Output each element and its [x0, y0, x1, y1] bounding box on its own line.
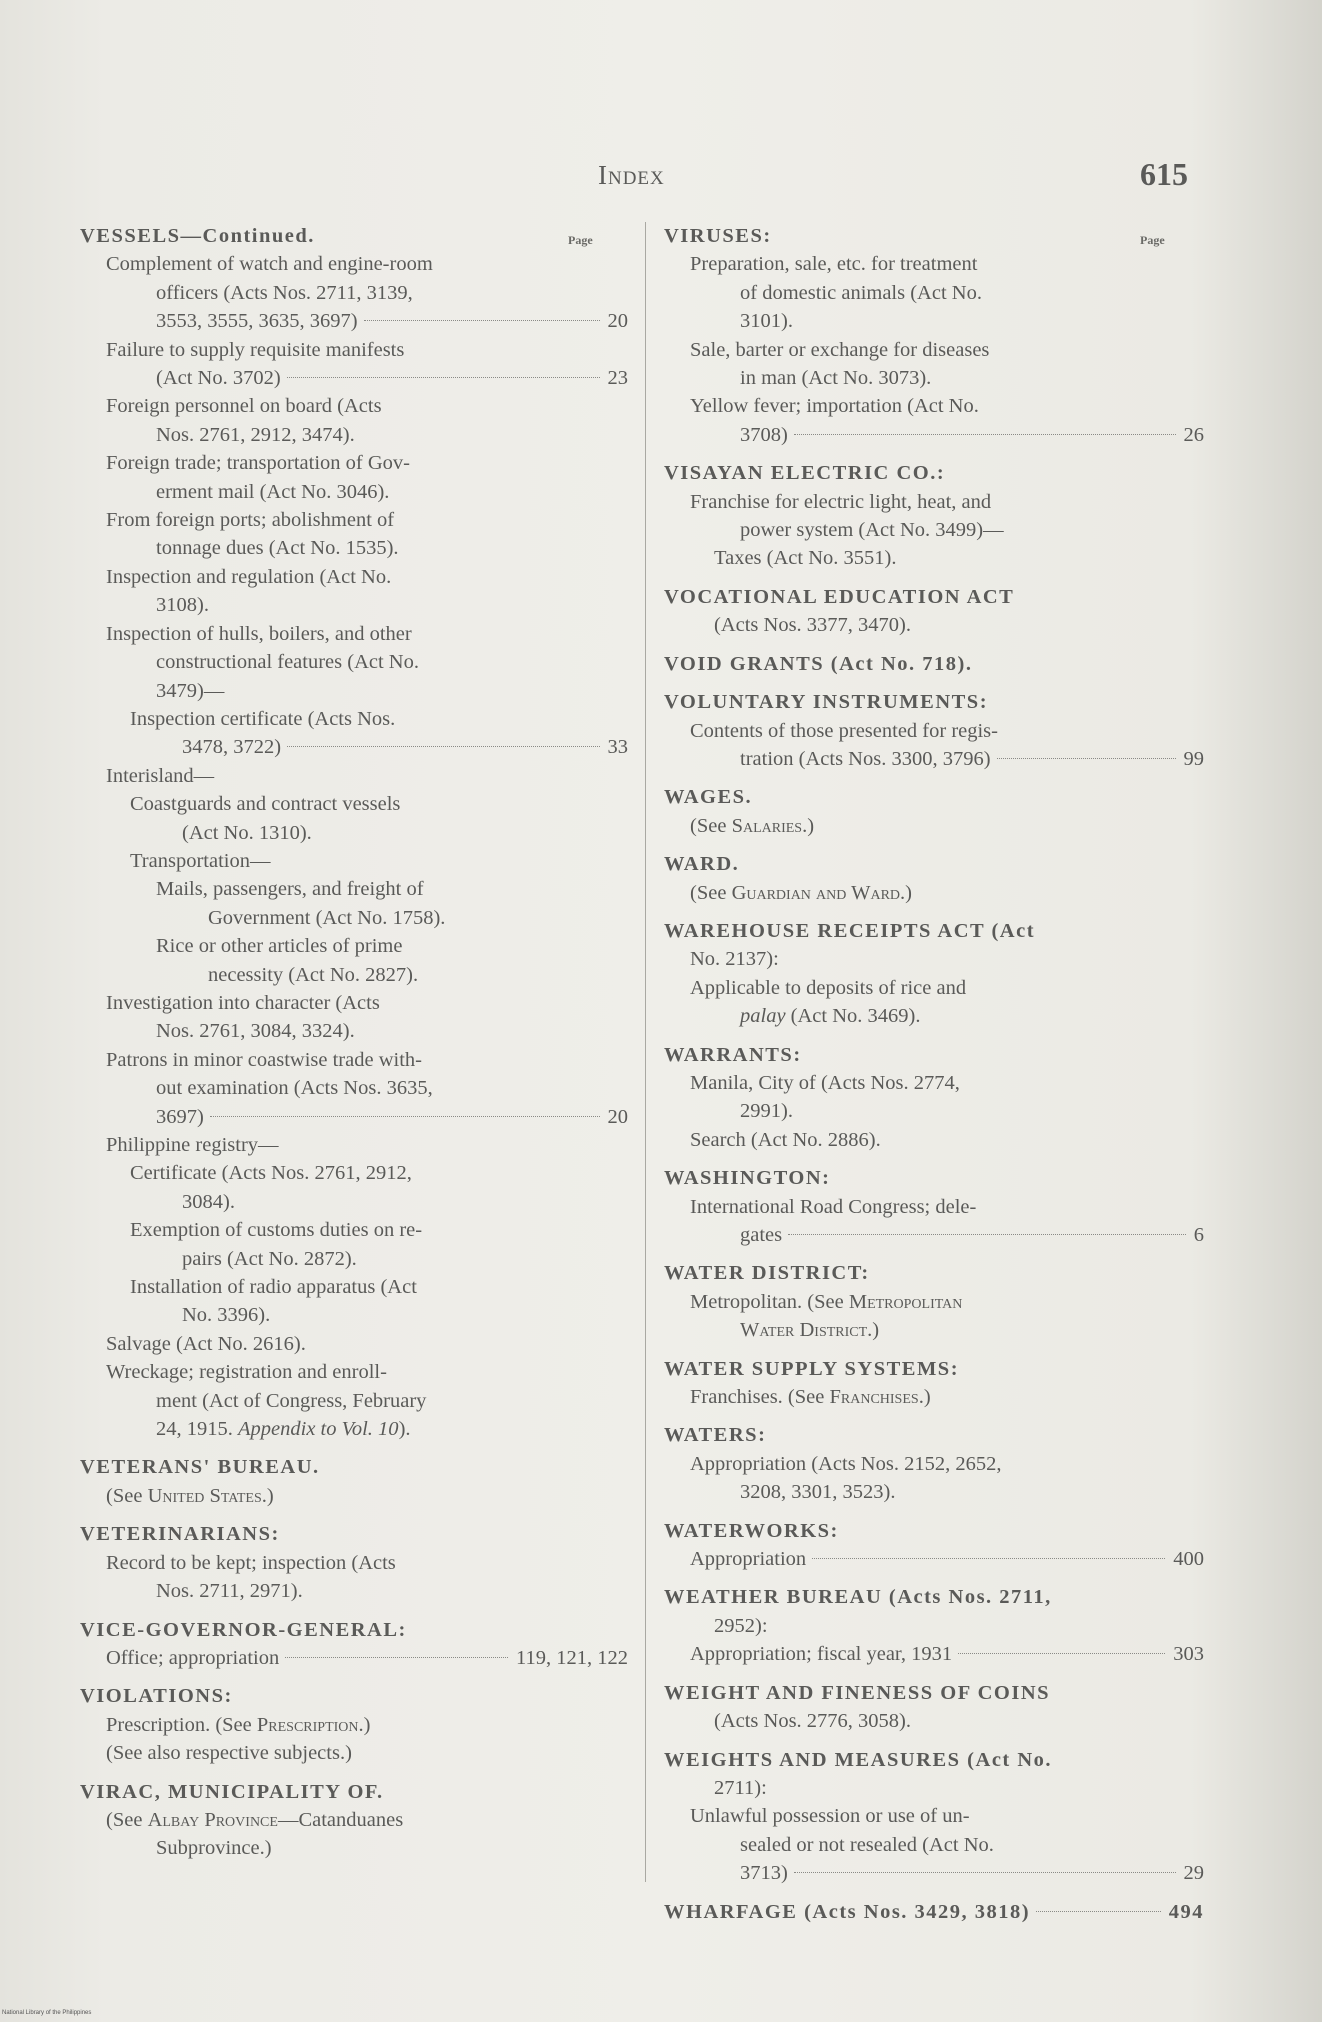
index-entry-line — [80, 762, 628, 790]
entry-text: Franchise for electric light, heat, and — [690, 490, 992, 513]
entry-text: power system (Act No. 3499)— — [740, 519, 1004, 542]
entry-text: Prescription. (See — [106, 1713, 257, 1736]
page-reference: 6 — [1193, 1224, 1204, 1246]
index-entry-line — [80, 904, 628, 932]
entry-text: Nos. 2761, 2912, 3474). — [156, 423, 355, 446]
index-entry-line — [80, 1834, 628, 1862]
index-entry-line — [80, 307, 628, 335]
index-entry-line — [80, 449, 628, 477]
entry-text: Contents of those presented for regis- — [690, 719, 998, 742]
entry-text: necessity (Act No. 2827). — [208, 963, 419, 986]
entry-text: (Act No. 1310). — [182, 821, 312, 844]
entry-text-tail: —Catanduanes — [277, 1808, 404, 1831]
entry-text: WEATHER BUREAU (Acts Nos. 2711, — [664, 1586, 1052, 1609]
entry-text: Unlawful possession or use of un- — [690, 1805, 970, 1828]
index-entry-line — [80, 875, 628, 903]
index-entry-line — [664, 1069, 1204, 1097]
index-column-left — [80, 222, 628, 1863]
entry-text-tail: .) — [802, 814, 815, 837]
entry-text: 3208, 3301, 3523). — [740, 1481, 896, 1504]
index-entry-line — [80, 364, 628, 392]
entry-text: Preparation, sale, etc. for treatment — [690, 253, 978, 276]
leader-dots — [285, 1657, 508, 1658]
entry-text: out examination (Acts Nos. 3635, — [156, 1077, 433, 1100]
index-entry-line — [664, 1831, 1204, 1859]
index-entry-line — [80, 250, 628, 278]
leader-dots — [364, 320, 600, 321]
index-entry-line — [80, 1273, 628, 1301]
page-column-label: Page — [1140, 233, 1165, 247]
entry-text: Transportation— — [130, 849, 271, 872]
entry-text: Complement of watch and engine-room — [106, 253, 433, 276]
entry-text: Foreign personnel on board (Acts — [106, 395, 382, 418]
index-entry-line — [80, 1159, 628, 1187]
cross-reference: Salaries — [731, 814, 803, 837]
entry-text: 3478, 3722) — [182, 736, 282, 759]
index-entry-line — [664, 745, 1204, 773]
index-heading — [80, 1778, 628, 1806]
index-heading — [80, 1682, 628, 1710]
entry-text: VETERANS' BUREAU. — [80, 1456, 320, 1479]
index-entry-line — [80, 336, 628, 364]
index-entry-line — [664, 1383, 1204, 1411]
entry-text: VIRUSES: — [664, 225, 772, 247]
index-entry-line — [80, 534, 628, 562]
index-entry-line — [80, 1387, 628, 1415]
index-entry-line — [80, 1711, 628, 1739]
entry-text: pairs (Act No. 2872). — [182, 1247, 357, 1270]
index-heading — [664, 917, 1204, 945]
entry-text: Mails, passengers, and freight of — [156, 878, 424, 901]
entry-text: of domestic animals (Act No. — [740, 281, 982, 304]
index-entry-line — [664, 879, 1204, 907]
column-divider — [645, 222, 646, 1882]
index-entry-line — [80, 1330, 628, 1358]
index-entry-line — [664, 1288, 1204, 1316]
entry-text-tail: .) — [900, 881, 912, 904]
index-entry-line — [664, 1802, 1204, 1830]
entry-text: WARD. — [664, 853, 740, 876]
leader-dots — [794, 434, 1176, 435]
index-entry-line — [80, 1074, 628, 1102]
index-entry-line — [80, 790, 628, 818]
index-heading — [664, 688, 1204, 716]
index-entry-line — [80, 1644, 628, 1672]
index-heading — [664, 1259, 1204, 1287]
index-heading — [664, 1746, 1204, 1774]
index-entry-line — [80, 677, 628, 705]
entry-text: Wreckage; registration and enroll- — [106, 1361, 387, 1384]
entry-text: VETERINARIANS: — [80, 1523, 280, 1546]
index-entry-line — [80, 847, 628, 875]
index-heading — [664, 1355, 1204, 1383]
entry-text: 24, 1915. — [156, 1418, 238, 1441]
index-entry-line — [80, 478, 628, 506]
index-entry-line — [664, 1707, 1204, 1735]
entry-text: No. 3396). — [182, 1304, 271, 1327]
index-heading — [664, 1164, 1204, 1192]
index-entry-line — [664, 611, 1204, 639]
cross-reference: Water District — [740, 1319, 868, 1342]
entry-text: Record to be kept; inspection (Acts — [106, 1551, 396, 1574]
entry-text: WARRANTS: — [664, 1043, 802, 1066]
entry-text: tration (Acts Nos. 3300, 3796) — [740, 747, 991, 770]
index-entry-line — [664, 1640, 1204, 1668]
index-entry-line — [664, 1545, 1204, 1573]
entry-text: tonnage dues (Act No. 1535). — [156, 537, 399, 560]
entry-text: erment mail (Act No. 3046). — [156, 480, 390, 503]
index-entry-line — [80, 1301, 628, 1329]
entry-text: 2952): — [714, 1614, 768, 1637]
index-entry-line — [664, 544, 1204, 572]
page-header — [0, 156, 1322, 200]
index-entry-line — [80, 961, 628, 989]
entry-text: Appropriation — [690, 1548, 807, 1571]
index-entry-line — [664, 516, 1204, 544]
index-entry-line — [80, 1216, 628, 1244]
index-entry-line — [80, 1017, 628, 1045]
entry-text: Subprovince.) — [156, 1837, 272, 1860]
index-heading — [664, 1421, 1204, 1449]
entry-text: International Road Congress; dele- — [690, 1195, 977, 1218]
page-title: Index — [598, 160, 665, 190]
entry-text: (See — [690, 814, 732, 837]
page-reference: 119, 121, 122 — [516, 1646, 628, 1669]
index-entry-line — [80, 1739, 628, 1767]
index-entry-line — [664, 945, 1204, 973]
index-heading — [664, 783, 1204, 811]
entry-text: Failure to supply requisite manifests — [106, 338, 405, 361]
index-entry-line — [80, 1577, 628, 1605]
entry-text-tail: .) — [918, 1386, 931, 1409]
index-heading — [80, 1520, 628, 1548]
index-entry-line — [664, 1126, 1204, 1154]
entry-text: Rice or other articles of prime — [156, 935, 403, 958]
entry-text: constructional features (Act No. — [156, 651, 419, 674]
index-entry-line — [80, 620, 628, 648]
index-heading — [664, 1679, 1204, 1707]
index-entry-line — [80, 392, 628, 420]
page-reference: 26 — [1183, 423, 1204, 446]
entry-text: Coastguards and contract vessels — [130, 793, 401, 816]
index-entry-line — [664, 392, 1204, 420]
entry-text: WASHINGTON: — [664, 1167, 831, 1190]
entry-text: WEIGHTS AND MEASURES (Act No. — [664, 1748, 1053, 1771]
index-entry-line — [664, 1774, 1204, 1802]
index-entry-line — [80, 506, 628, 534]
entry-text: Investigation into character (Acts — [106, 991, 380, 1014]
index-entry-line — [664, 336, 1204, 364]
entry-text-tail: (Act No. 3469). — [785, 1005, 921, 1028]
entry-text: Office; appropriation — [106, 1646, 280, 1669]
page-column-label: Page — [568, 233, 593, 247]
index-entry-line — [80, 563, 628, 591]
index-entry-line — [80, 705, 628, 733]
cross-reference: Franchises — [829, 1386, 919, 1409]
index-entry-line — [80, 1482, 628, 1510]
entry-text: Search (Act No. 2886). — [690, 1128, 881, 1151]
entry-text: (See — [690, 881, 732, 904]
entry-text: VIRAC, MUNICIPALITY OF. — [80, 1780, 384, 1803]
entry-text: Nos. 2711, 2971). — [156, 1580, 303, 1603]
entry-italic: Appendix to Vol. 10 — [238, 1418, 399, 1441]
index-entry-line — [664, 488, 1204, 516]
entry-text: Foreign trade; transportation of Gov- — [106, 452, 411, 475]
index-heading — [664, 459, 1204, 487]
entry-text: (See — [106, 1808, 148, 1831]
page-reference: 20 — [607, 1105, 628, 1128]
leader-dots — [794, 1872, 1176, 1873]
page-reference: 99 — [1183, 747, 1204, 770]
entry-text: Appropriation (Acts Nos. 2152, 2652, — [690, 1452, 1002, 1475]
index-entry-line — [80, 279, 628, 307]
index-entry-line — [80, 1806, 628, 1834]
entry-text: (Acts Nos. 3377, 3470). — [714, 614, 912, 637]
index-entry-line — [664, 1221, 1204, 1249]
cross-reference: Guardian and Ward — [731, 881, 901, 904]
index-entry-line — [80, 989, 628, 1017]
entry-text: Appropriation; fiscal year, 1931 — [690, 1643, 953, 1666]
entry-text: Yellow fever; importation (Act No. — [690, 395, 979, 418]
entry-text: Interisland— — [106, 764, 215, 787]
index-entry-line — [664, 421, 1204, 449]
index-entry-line — [664, 1450, 1204, 1478]
index-entry-line — [80, 1046, 628, 1074]
entry-text: From foreign ports; abolishment of — [106, 509, 395, 532]
entry-text: (Acts Nos. 2776, 3058). — [714, 1710, 912, 1733]
cross-reference: United States — [147, 1484, 262, 1507]
page-number: 615 — [1140, 156, 1188, 192]
entry-text: 3084). — [182, 1190, 235, 1213]
index-entry-line — [664, 279, 1204, 307]
entry-text: Philippine registry— — [106, 1134, 279, 1156]
entry-text: Taxes (Act No. 3551). — [714, 547, 897, 570]
entry-text: (Act No. 3702) — [156, 367, 281, 390]
index-entry-line — [80, 1245, 628, 1273]
index-heading — [664, 1041, 1204, 1069]
entry-text: Metropolitan. (See — [690, 1290, 849, 1313]
index-entry-line — [664, 1859, 1204, 1887]
index-entry-line — [80, 733, 628, 761]
entry-text-tail: .) — [867, 1319, 880, 1342]
entry-text: WAGES. — [664, 786, 753, 809]
entry-text: Patrons in minor coastwise trade with- — [106, 1048, 422, 1071]
page-reference: 303 — [1173, 1643, 1204, 1666]
index-entry-line — [80, 421, 628, 449]
page-reference: 29 — [1183, 1862, 1204, 1885]
entry-text: WAREHOUSE RECEIPTS ACT (Act — [664, 919, 1036, 942]
entry-text: 2711): — [714, 1776, 767, 1799]
entry-text: sealed or not resealed (Act No. — [740, 1833, 994, 1856]
entry-text: Franchises. (See — [690, 1386, 830, 1409]
index-entry-line — [664, 307, 1204, 335]
entry-text: VOLUNTARY INSTRUMENTS: — [664, 691, 989, 714]
index-heading — [80, 1616, 628, 1644]
entry-text: ment (Act of Congress, February — [156, 1389, 427, 1412]
entry-text: WEIGHT AND FINENESS OF COINS — [664, 1681, 1051, 1704]
index-heading — [80, 222, 628, 250]
cross-reference: Albay Province — [147, 1808, 278, 1831]
index-entry-line — [80, 1549, 628, 1577]
entry-text: VICE-GOVERNOR-GENERAL: — [80, 1618, 407, 1641]
entry-text: Inspection of hulls, boilers, and other — [106, 622, 412, 645]
leader-dots — [1036, 1911, 1161, 1912]
cross-reference: Prescription — [256, 1713, 359, 1736]
page-reference: 23 — [607, 367, 628, 390]
index-entry-line — [664, 1316, 1204, 1344]
index-heading — [664, 850, 1204, 878]
index-entry-line — [664, 1002, 1204, 1030]
entry-text-tail: .) — [261, 1484, 274, 1507]
entry-text: 3713) — [740, 1862, 788, 1885]
page-reference: 20 — [607, 310, 628, 333]
entry-text: Nos. 2761, 3084, 3324). — [156, 1020, 355, 1043]
entry-text: VISAYAN ELECTRIC CO.: — [664, 462, 946, 485]
cross-reference: Metropolitan — [848, 1290, 963, 1313]
index-heading — [664, 1583, 1204, 1611]
index-entry-line — [80, 1358, 628, 1386]
leader-dots — [210, 1116, 600, 1117]
entry-text: WATER DISTRICT: — [664, 1262, 870, 1285]
leader-dots — [287, 746, 599, 747]
index-entry-line — [664, 1097, 1204, 1125]
scan-footer: National Library of the Philippines — [2, 2010, 92, 2016]
index-entry-line — [80, 932, 628, 960]
index-heading — [664, 1517, 1204, 1545]
entry-text: 3479)— — [156, 679, 225, 702]
index-entry-line — [80, 648, 628, 676]
entry-text: (See also respective subjects.) — [106, 1742, 352, 1765]
index-entry-line — [664, 717, 1204, 745]
entry-text-tail: .) — [358, 1713, 371, 1736]
entry-text: officers (Acts Nos. 2711, 3139, — [156, 281, 413, 304]
entry-text: WATERWORKS: — [664, 1519, 839, 1542]
leader-dots — [958, 1653, 1165, 1654]
page-reference: 400 — [1173, 1548, 1204, 1571]
entry-text: VOID GRANTS (Act No. 718). — [664, 652, 973, 675]
index-entry-line — [664, 1612, 1204, 1640]
page-reference: 494 — [1168, 1900, 1204, 1923]
entry-text: WATER SUPPLY SYSTEMS: — [664, 1357, 960, 1380]
entry-text: Government (Act No. 1758). — [208, 906, 446, 929]
index-entry-line — [664, 1478, 1204, 1506]
entry-text: gates — [740, 1224, 783, 1246]
entry-text: Salvage (Act No. 2616). — [106, 1332, 306, 1355]
entry-text: (See — [106, 1484, 148, 1507]
entry-text: VOCATIONAL EDUCATION ACT — [664, 585, 1015, 608]
entry-text: Inspection and regulation (Act No. — [106, 565, 392, 588]
leader-dots — [812, 1558, 1165, 1559]
entry-text: VIOLATIONS: — [80, 1685, 233, 1708]
entry-text: 3708) — [740, 423, 788, 446]
entry-text: 2991). — [740, 1100, 793, 1123]
index-entry-line — [80, 1188, 628, 1216]
index-heading — [664, 222, 1204, 250]
entry-italic: palay — [740, 1005, 786, 1028]
entry-text: 3108). — [156, 594, 209, 617]
index-column-right — [664, 222, 1204, 1926]
entry-text: No. 2137): — [690, 948, 779, 971]
index-entry-line — [80, 1103, 628, 1131]
index-heading — [664, 583, 1204, 611]
index-entry-line — [80, 819, 628, 847]
leader-dots — [997, 758, 1176, 759]
index-entry-line — [80, 1131, 628, 1159]
entry-text: VESSELS—Continued. — [80, 225, 315, 247]
entry-text-tail: ). — [398, 1418, 411, 1441]
entry-text: in man (Act No. 3073). — [740, 367, 932, 390]
index-heading — [664, 1898, 1204, 1926]
index-entry-line — [664, 364, 1204, 392]
index-entry-line — [80, 591, 628, 619]
entry-text: Certificate (Acts Nos. 2761, 2912, — [130, 1162, 412, 1185]
entry-text: Applicable to deposits of rice and — [690, 976, 967, 999]
index-entry-line — [664, 1193, 1204, 1221]
leader-dots — [287, 377, 600, 378]
index-entry-line — [664, 974, 1204, 1002]
entry-text: Installation of radio apparatus (Act — [130, 1276, 417, 1299]
index-heading — [664, 650, 1204, 678]
index-entry-line — [80, 1415, 628, 1443]
entry-text: Manila, City of (Acts Nos. 2774, — [690, 1071, 960, 1094]
entry-text: 3697) — [156, 1105, 204, 1128]
entry-text: Inspection certificate (Acts Nos. — [130, 707, 396, 730]
index-heading — [80, 1453, 628, 1481]
entry-text: WATERS: — [664, 1424, 767, 1447]
entry-text: Sale, barter or exchange for diseases — [690, 338, 990, 361]
entry-text: 3101). — [740, 310, 793, 333]
index-entry-line — [664, 250, 1204, 278]
entry-text: Exemption of customs duties on re- — [130, 1219, 423, 1242]
page-reference: 33 — [607, 736, 628, 759]
index-entry-line — [664, 812, 1204, 840]
entry-text: 3553, 3555, 3635, 3697) — [156, 310, 358, 333]
leader-dots — [788, 1234, 1186, 1235]
entry-text: WHARFAGE (Acts Nos. 3429, 3818) — [664, 1900, 1031, 1923]
